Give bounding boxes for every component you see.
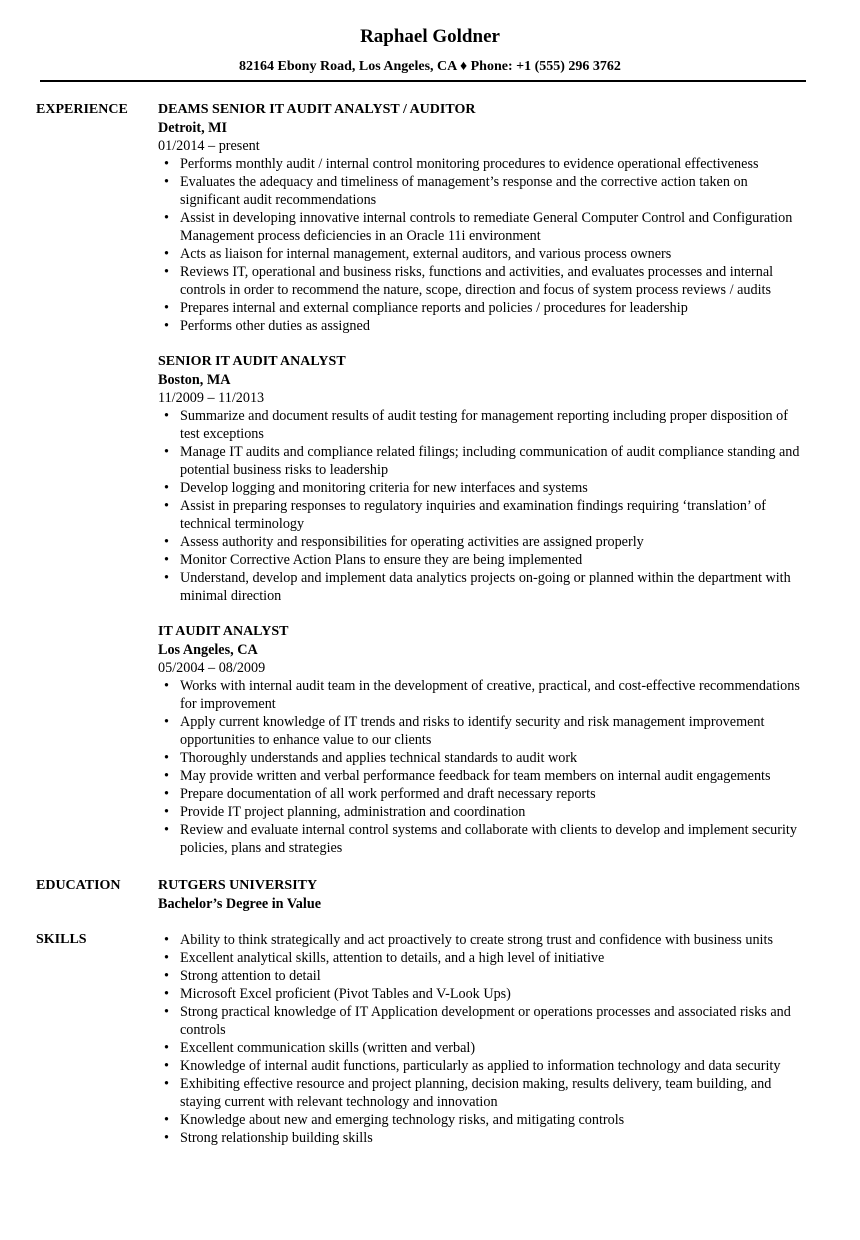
experience-heading: EXPERIENCE xyxy=(36,102,128,117)
bullet-item: • Monitor Corrective Action Plans to ensure they are being implemented xyxy=(180,551,808,569)
header-divider xyxy=(40,80,806,82)
candidate-name: Raphael Goldner xyxy=(360,26,500,47)
education-section xyxy=(0,877,860,913)
job-entry xyxy=(158,353,808,605)
education-heading: EDUCATION xyxy=(36,878,121,893)
job-bullets xyxy=(158,677,808,857)
bullet-item: • Performs other duties as assigned xyxy=(180,317,808,335)
bullet-item: • Prepares internal and external compliance reports and policies / procedures for leadership xyxy=(180,299,808,317)
job-entry xyxy=(158,623,808,857)
experience-section xyxy=(0,101,860,857)
skills-list xyxy=(158,931,808,1147)
bullet-item: • May provide written and verbal performance feedback for team members on internal audit engagements xyxy=(180,767,808,785)
job-entry xyxy=(158,101,808,335)
job-dates: 01/2014 – present xyxy=(158,138,260,154)
bullet-item: • Works with internal audit team in the development of creative, practical, and cost-effective recommendations for improvement xyxy=(180,677,808,713)
job-location: Boston, MA xyxy=(158,372,231,388)
skills-section xyxy=(0,931,860,1147)
bullet-item: • Develop logging and monitoring criteria for new interfaces and systems xyxy=(180,479,808,497)
skills-heading: SKILLS xyxy=(36,932,87,947)
bullet-item: • Understand, develop and implement data analytics projects on-going or planned within the department with minimal direction xyxy=(180,569,808,605)
school-name: RUTGERS UNIVERSITY xyxy=(158,878,318,893)
job-location: Los Angeles, CA xyxy=(158,642,258,658)
bullet-item: • Prepare documentation of all work performed and draft necessary reports xyxy=(180,785,808,803)
job-title: SENIOR IT AUDIT ANALYST xyxy=(158,354,346,369)
skill-item: • Excellent analytical skills, attention to details, and a high level of initiative xyxy=(180,949,808,967)
education-body xyxy=(158,877,808,913)
bullet-item: • Review and evaluate internal control systems and collaborate with clients to develop and implement security policies, plans and strategies xyxy=(180,821,808,857)
skill-item: • Exhibiting effective resource and project planning, decision making, results delivery, team building, and staying current with relevant technology and innovation xyxy=(180,1075,808,1111)
degree: Bachelor’s Degree in Value xyxy=(158,896,322,912)
job-title: DEAMS SENIOR IT AUDIT ANALYST / AUDITOR xyxy=(158,102,476,117)
bullet-item: • Provide IT project planning, administration and coordination xyxy=(180,803,808,821)
bullet-item: • Thoroughly understands and applies technical standards to audit work xyxy=(180,749,808,767)
skill-item: • Strong relationship building skills xyxy=(180,1129,808,1147)
skill-item: • Ability to think strategically and act proactively to create strong trust and confidence with business units xyxy=(180,931,808,949)
job-dates: 05/2004 – 08/2009 xyxy=(158,660,266,676)
bullet-item: • Assist in preparing responses to regulatory inquiries and examination findings requiring ‘translation’ of technical terminology xyxy=(180,497,808,533)
bullet-item: • Reviews IT, operational and business risks, functions and activities, and evaluates processes and internal controls in order to recommend the nature, scope, direction and focus of system process reviews / audits xyxy=(180,263,808,299)
bullet-item: • Manage IT audits and compliance related filings; including communication of audit compliance standing and potential business risks to leadership xyxy=(180,443,808,479)
skill-item: • Microsoft Excel proficient (Pivot Tables and V-Look Ups) xyxy=(180,985,808,1003)
skill-item: • Excellent communication skills (written and verbal) xyxy=(180,1039,808,1057)
job-location: Detroit, MI xyxy=(158,120,228,136)
bullet-item: • Acts as liaison for internal management, external auditors, and various process owners xyxy=(180,245,808,263)
bullet-item: • Performs monthly audit / internal control monitoring procedures to evidence operational effectiveness xyxy=(180,155,808,173)
skill-item: • Knowledge about new and emerging technology risks, and mitigating controls xyxy=(180,1111,808,1129)
bullet-item: • Assess authority and responsibilities for operating activities are assigned properly xyxy=(180,533,808,551)
skill-item: • Strong attention to detail xyxy=(180,967,808,985)
bullet-item: • Evaluates the adequacy and timeliness of management’s response and the corrective action taken on significant audit recommendations xyxy=(180,173,808,209)
job-title: IT AUDIT ANALYST xyxy=(158,624,289,639)
job-bullets xyxy=(158,407,808,605)
experience-body xyxy=(158,101,808,857)
contact-line: 82164 Ebony Road, Los Angeles, CA ♦ Phone: +1 (555) 296 3762 xyxy=(239,59,621,74)
skills-body xyxy=(158,931,808,1147)
bullet-item: • Summarize and document results of audit testing for management reporting including proper disposition of test exceptions xyxy=(180,407,808,443)
skill-item: • Strong practical knowledge of IT Application development or operations processes and associated risks and controls xyxy=(180,1003,808,1039)
bullet-item: • Assist in developing innovative internal controls to remediate General Computer Control and Configuration Management process deficiencies in an Oracle 11i environment xyxy=(180,209,808,245)
job-bullets xyxy=(158,155,808,335)
bullet-item: • Apply current knowledge of IT trends and risks to identify security and risk management improvement opportunities to enhance value to our clients xyxy=(180,713,808,749)
job-dates: 11/2009 – 11/2013 xyxy=(158,390,265,406)
skill-item: • Knowledge of internal audit functions, particularly as applied to information technology and data security xyxy=(180,1057,808,1075)
